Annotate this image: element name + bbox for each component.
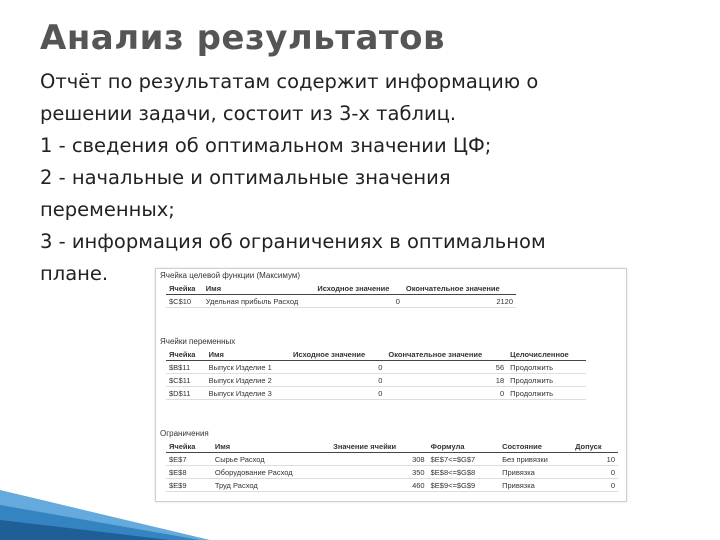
table-row (166, 453, 618, 466)
table-header: Целочисленное (507, 349, 586, 361)
table-cell: 56 (385, 361, 507, 374)
table-row (166, 374, 586, 387)
slide-title: Анализ результатов (40, 18, 446, 58)
table-cell: 0 (290, 374, 385, 387)
table-row (166, 466, 618, 479)
table-cell: $E$9<=$G$9 (428, 479, 499, 492)
table-cell: 0 (290, 387, 385, 400)
solver-report-image (155, 268, 627, 502)
table-cell: Выпуск Изделие 3 (206, 387, 290, 400)
table-header: Допуск (572, 441, 618, 453)
table-cell: $E$8<=$G$8 (428, 466, 499, 479)
table-cell: Труд Расход (212, 479, 330, 492)
table-header: Исходное значение (290, 349, 385, 361)
constraints-section-title: Ограничения (160, 429, 209, 438)
table-cell: 0 (314, 295, 403, 308)
table-header: Состояние (499, 441, 572, 453)
table-header: Ячейка (166, 441, 212, 453)
constraints-table (166, 441, 618, 492)
text-line: 1 - сведения об оптимальном значении ЦФ; (40, 134, 492, 157)
table-cell: $E$7<=$G$7 (428, 453, 499, 466)
table-cell: 350 (330, 466, 427, 479)
table-header: Имя (206, 349, 290, 361)
table-cell: Выпуск Изделие 1 (206, 361, 290, 374)
table-header: Значение ячейки (330, 441, 427, 453)
table-cell: Продолжить (507, 374, 586, 387)
table-header: Исходное значение (314, 283, 403, 295)
table-cell: 10 (572, 453, 618, 466)
table-cell: $E$7 (166, 453, 212, 466)
text-line: 3 - информация об ограничениях в оптимальном (40, 230, 546, 253)
table-cell: $C$11 (166, 374, 206, 387)
target-section-title: Ячейка целевой функции (Максимум) (160, 271, 301, 280)
text-line: решении задачи, состоит из 3-х таблиц. (40, 102, 457, 125)
table-row (166, 387, 586, 400)
table-header: Имя (203, 283, 315, 295)
table-row (166, 295, 516, 308)
table-header: Имя (212, 441, 330, 453)
text-line: 2 - начальные и оптимальные значения (40, 166, 451, 189)
table-cell: Привязка (499, 479, 572, 492)
table-cell: 0 (572, 479, 618, 492)
table-cell: Удельная прибыль Расход (203, 295, 315, 308)
table-cell: $C$10 (166, 295, 203, 308)
text-line: Отчёт по результатам содержит информацию о (40, 70, 539, 93)
table-header: Ячейка (166, 349, 206, 361)
table-cell: Без привязки (499, 453, 572, 466)
table-row (166, 479, 618, 492)
table-cell: 460 (330, 479, 427, 492)
variables-table (166, 349, 586, 400)
table-header: Окончательное значение (403, 283, 516, 295)
decorative-corner-swoosh (0, 450, 210, 540)
table-header: Ячейка (166, 283, 203, 295)
variables-section-title: Ячейки переменных (160, 337, 236, 346)
table-cell: $B$11 (166, 361, 206, 374)
table-cell: Сырье Расход (212, 453, 330, 466)
table-row (166, 361, 586, 374)
table-cell: 2120 (403, 295, 516, 308)
table-cell: 18 (385, 374, 507, 387)
table-cell: Привязка (499, 466, 572, 479)
table-cell: 0 (572, 466, 618, 479)
text-line: переменных; (40, 198, 175, 221)
text-line: плане. (40, 262, 109, 285)
table-cell: 0 (290, 361, 385, 374)
target-table (166, 283, 516, 308)
table-cell: $E$9 (166, 479, 212, 492)
table-cell: Продолжить (507, 361, 586, 374)
table-cell: 0 (385, 387, 507, 400)
table-cell: $E$8 (166, 466, 212, 479)
table-cell: Продолжить (507, 387, 586, 400)
table-header: Формула (428, 441, 499, 453)
table-header: Окончательное значение (385, 349, 507, 361)
slide-body-text (40, 66, 680, 290)
table-cell: Оборудование Расход (212, 466, 330, 479)
table-cell: 308 (330, 453, 427, 466)
table-cell: Выпуск Изделие 2 (206, 374, 290, 387)
table-cell: $D$11 (166, 387, 206, 400)
